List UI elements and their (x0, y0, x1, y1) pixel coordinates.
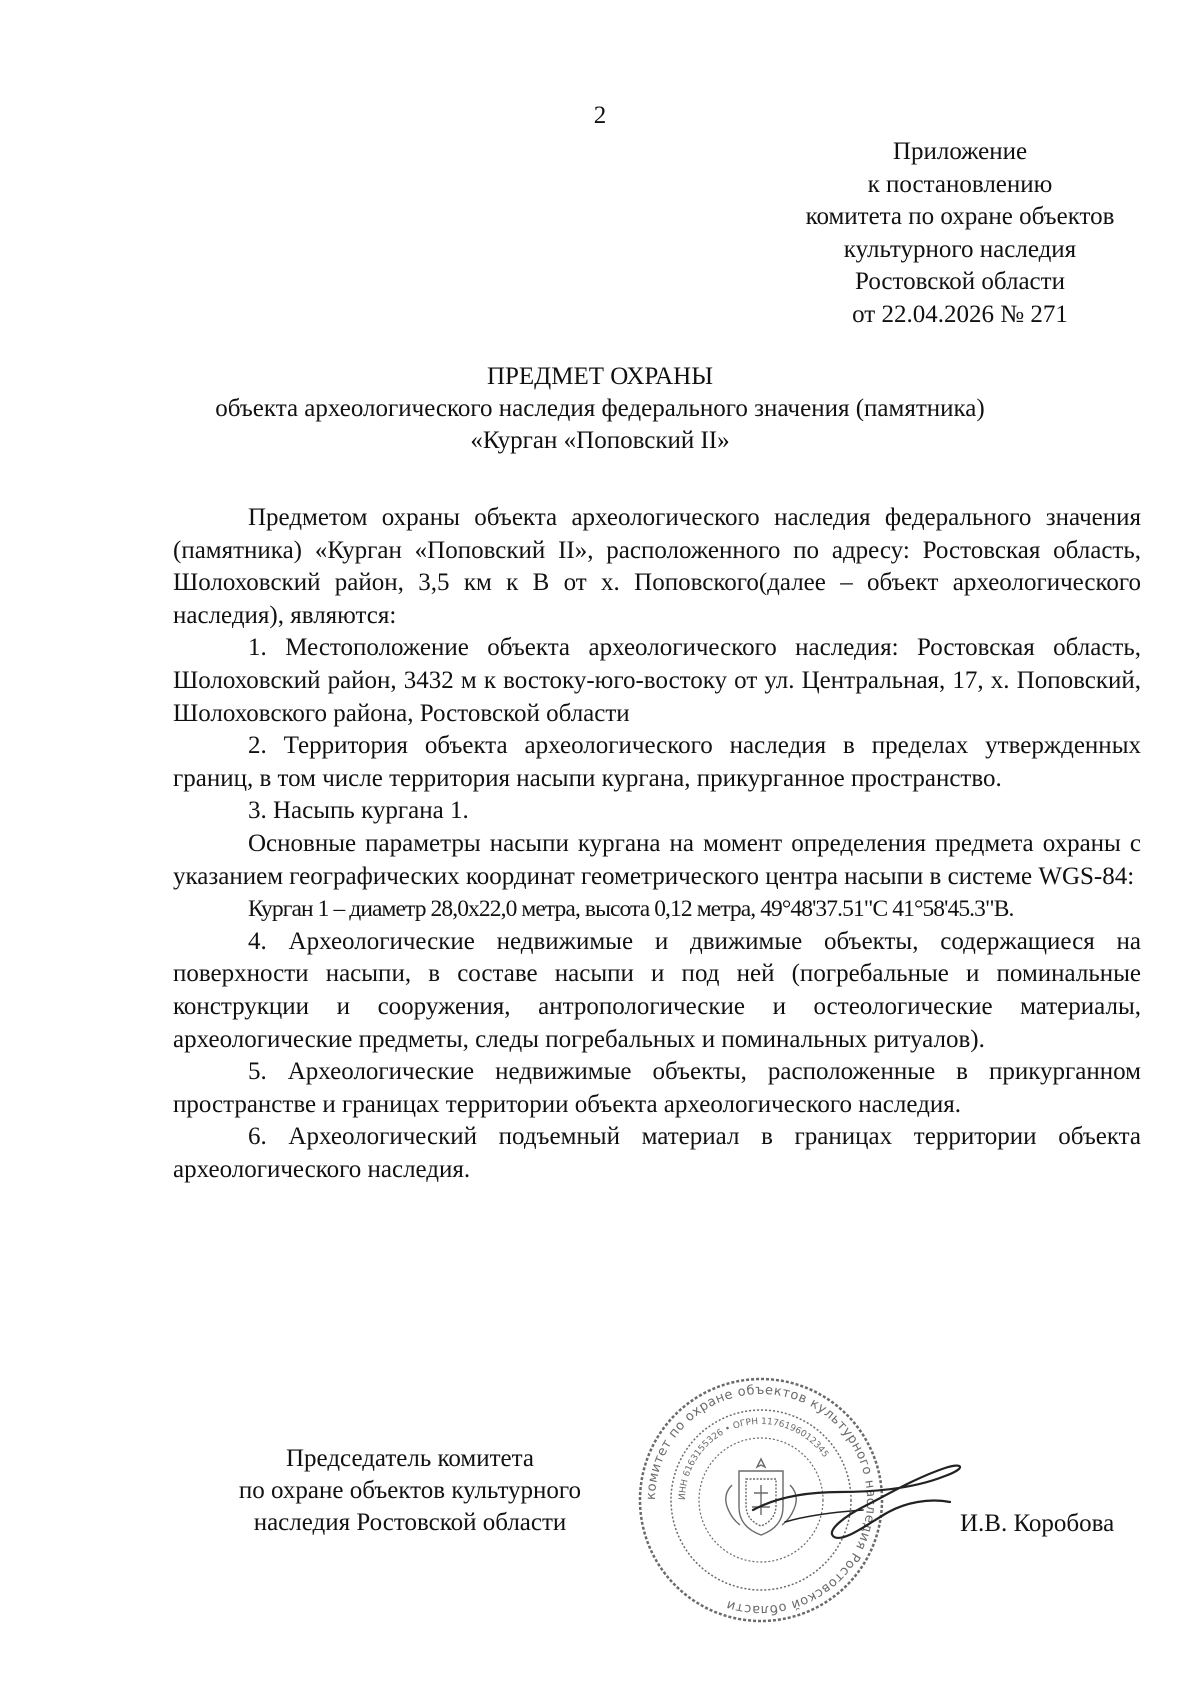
item-surface-material: 6. Археологический подъемный материал в границах территории объекта археологического наследия. (173, 1123, 1141, 1183)
page-number: 2 (593, 102, 607, 129)
signatory-position-line: Председатель комитета (286, 1445, 534, 1472)
seal-inner-text: ИНН 6163155326 • ОГРН 1176196012345 (677, 1416, 830, 1501)
document-body (173, 502, 1141, 1186)
item-location: 1. Местоположение объекта археологического наследия: Ростовская область, Шолоховский район, 3432 м к востоку-юго-востоку от ул. Центральная, 17, х. Поповский, Шолоховского района, Ростовской области (173, 634, 1141, 727)
signatory-position (190, 1443, 630, 1539)
appendix-date-number: от 22.04.2026 № 271 (852, 300, 1068, 328)
document-title-block (0, 361, 1200, 457)
item-territory: 2. Территория объекта археологического наследия в пределах утвержденных границ, в том числе территория насыпи кургана, прикурганное пространство. (173, 732, 1141, 792)
handwritten-signature (745, 1440, 975, 1550)
signatory-position-line: наследия Ростовской области (253, 1509, 567, 1536)
appendix-line: культурного наследия (843, 235, 1077, 263)
appendix-block (700, 136, 1200, 331)
item-archaeological-objects: 4. Археологические недвижимые и движимые объекты, содержащиеся на поверхности насыпи, в составе насыпи и под ней (погребальные и поминальные конструкции и сооружения, антропологические и остеологические материалы, археологические предметы, следы погребальных и поминальных ритуалов). (173, 927, 1141, 1053)
document-heading: ПРЕДМЕТ ОХРАНЫ (486, 363, 714, 390)
mound-parameters-paragraph: Основные параметры насыпи кургана на момент определения предмета охраны с указанием географических координат геометрического центра насыпи в системе WGS-84: (173, 829, 1141, 890)
mound-coordinates: Курган 1 – диаметр 28,0х22,0 метра, высота 0,12 метра, 49°48'37.51"С 41°58'45.3"В. (248, 896, 1014, 923)
appendix-line: Приложение (892, 138, 1028, 165)
appendix-line: Ростовской области (855, 268, 1065, 295)
seal-outer-text: комитет по охране объектов культурного наследия Ростовской области (643, 1382, 879, 1618)
appendix-line: комитета по охране объектов (805, 203, 1115, 230)
document-subtitle: объекта археологического наследия федерального значения (памятника) (215, 395, 985, 422)
object-name: «Курган «Поповский II» (470, 427, 730, 454)
item-mound: 3. Насыпь кургана 1. (248, 797, 469, 825)
signatory-position-line: по охране объектов культурного (238, 1477, 582, 1504)
intro-paragraph: Предметом охраны объекта археологического наследия федерального значения (памятника) «Курган «Поповский II», расположенного по адресу: Ростовская область, Шолоховский район, 3,5 км к В от х. Поповского(далее – объект археологического наследия), являются: (173, 504, 1141, 629)
appendix-line: к постановлению (867, 170, 1053, 198)
signer-name: И.В. Коробова (960, 1510, 1115, 1537)
item-adjacent-objects: 5. Археологические недвижимые объекты, расположенные в прикурганном пространстве и границах территории объекта археологического наследия. (173, 1058, 1141, 1118)
